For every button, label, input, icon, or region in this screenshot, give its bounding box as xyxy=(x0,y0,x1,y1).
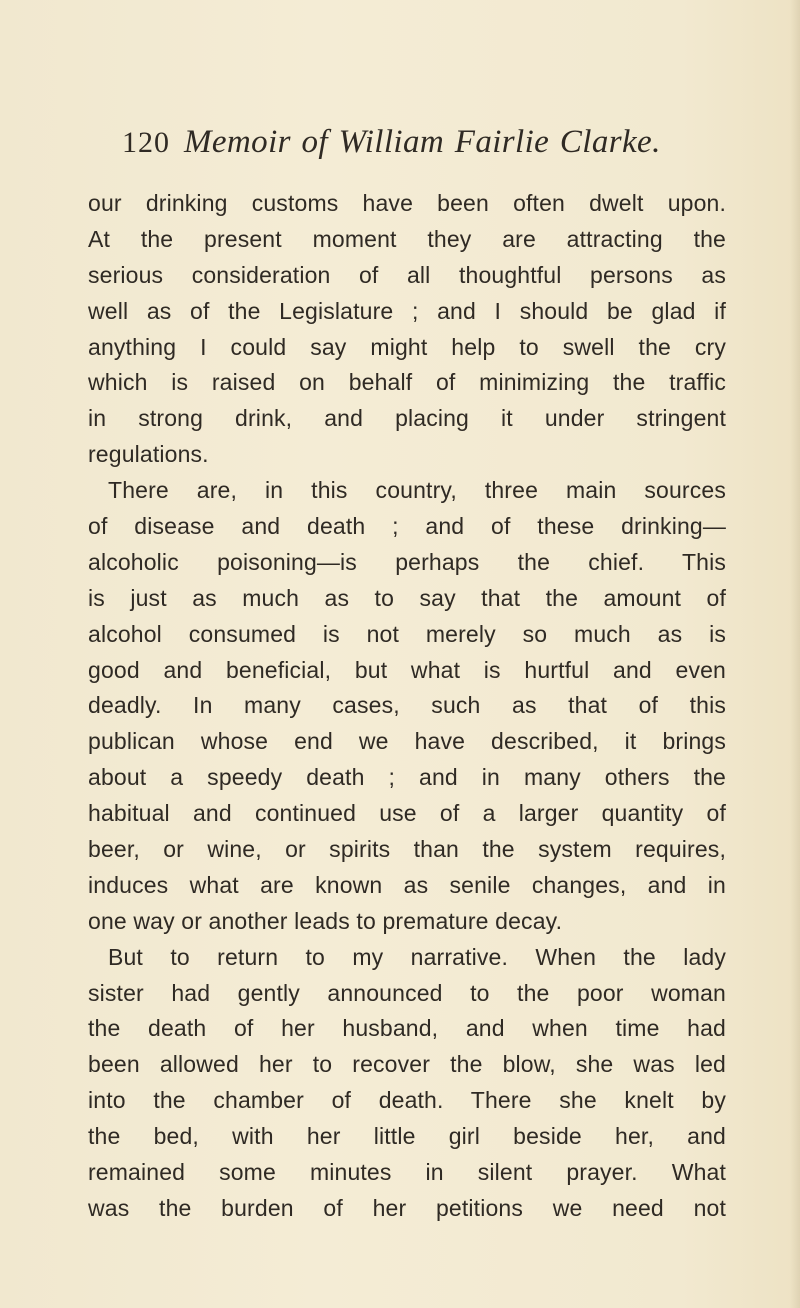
page-edge-shadow xyxy=(790,0,800,1308)
text-line: There are, in this country, three main sources xyxy=(108,477,726,504)
text-line: anything I could say might help to swell the cry xyxy=(88,333,726,360)
text-line: But to return to my narrative. When the lady xyxy=(108,943,726,970)
text-line: induces what are known as senile changes, and in xyxy=(88,871,726,898)
text-line: one way or another leads to premature decay. xyxy=(88,907,563,934)
body-text xyxy=(88,186,726,1227)
text-line: remained some minutes in silent prayer. What xyxy=(88,1159,726,1186)
text-line: good and beneficial, but what is hurtful and even xyxy=(88,656,726,683)
text-line: publican whose end we have described, it brings xyxy=(88,728,726,755)
text-line: which is raised on behalf of minimizing the traffic xyxy=(88,369,726,396)
text-line: alcoholic poisoning—is perhaps the chief. This xyxy=(88,548,726,575)
text-line: the death of her husband, and when time had xyxy=(88,1015,726,1042)
text-line: At the present moment they are attracting the xyxy=(88,225,726,252)
text-line: well as of the Legislature ; and I should be glad if xyxy=(88,297,726,324)
text-line: alcohol consumed is not merely so much as is xyxy=(88,620,726,647)
text-line: regulations. xyxy=(88,441,209,468)
running-head xyxy=(122,124,661,170)
text-line: in strong drink, and placing it under stringent xyxy=(88,405,726,432)
text-line: been allowed her to recover the blow, she was led xyxy=(88,1051,726,1078)
text-line: is just as much as to say that the amount of xyxy=(88,584,726,611)
text-line: of disease and death ; and of these drinking— xyxy=(88,513,726,540)
text-line: the bed, with her little girl beside her, and xyxy=(88,1123,726,1150)
page-number: 120 xyxy=(122,126,170,159)
text-line: our drinking customs have been often dwelt upon. xyxy=(88,190,726,216)
running-title: Memoir of William Fairlie Clarke. xyxy=(184,124,661,160)
text-line: habitual and continued use of a larger quantity of xyxy=(88,800,726,827)
text-line: into the chamber of death. There she knelt by xyxy=(88,1087,726,1114)
text-line: deadly. In many cases, such as that of this xyxy=(88,692,726,719)
text-line: sister had gently announced to the poor woman xyxy=(88,979,726,1006)
text-line: was the burden of her petitions we need not xyxy=(88,1194,726,1221)
text-line: beer, or wine, or spirits than the system requires, xyxy=(88,836,726,863)
text-line: serious consideration of all thoughtful persons as xyxy=(88,261,726,288)
text-line: about a speedy death ; and in many others the xyxy=(88,764,726,791)
